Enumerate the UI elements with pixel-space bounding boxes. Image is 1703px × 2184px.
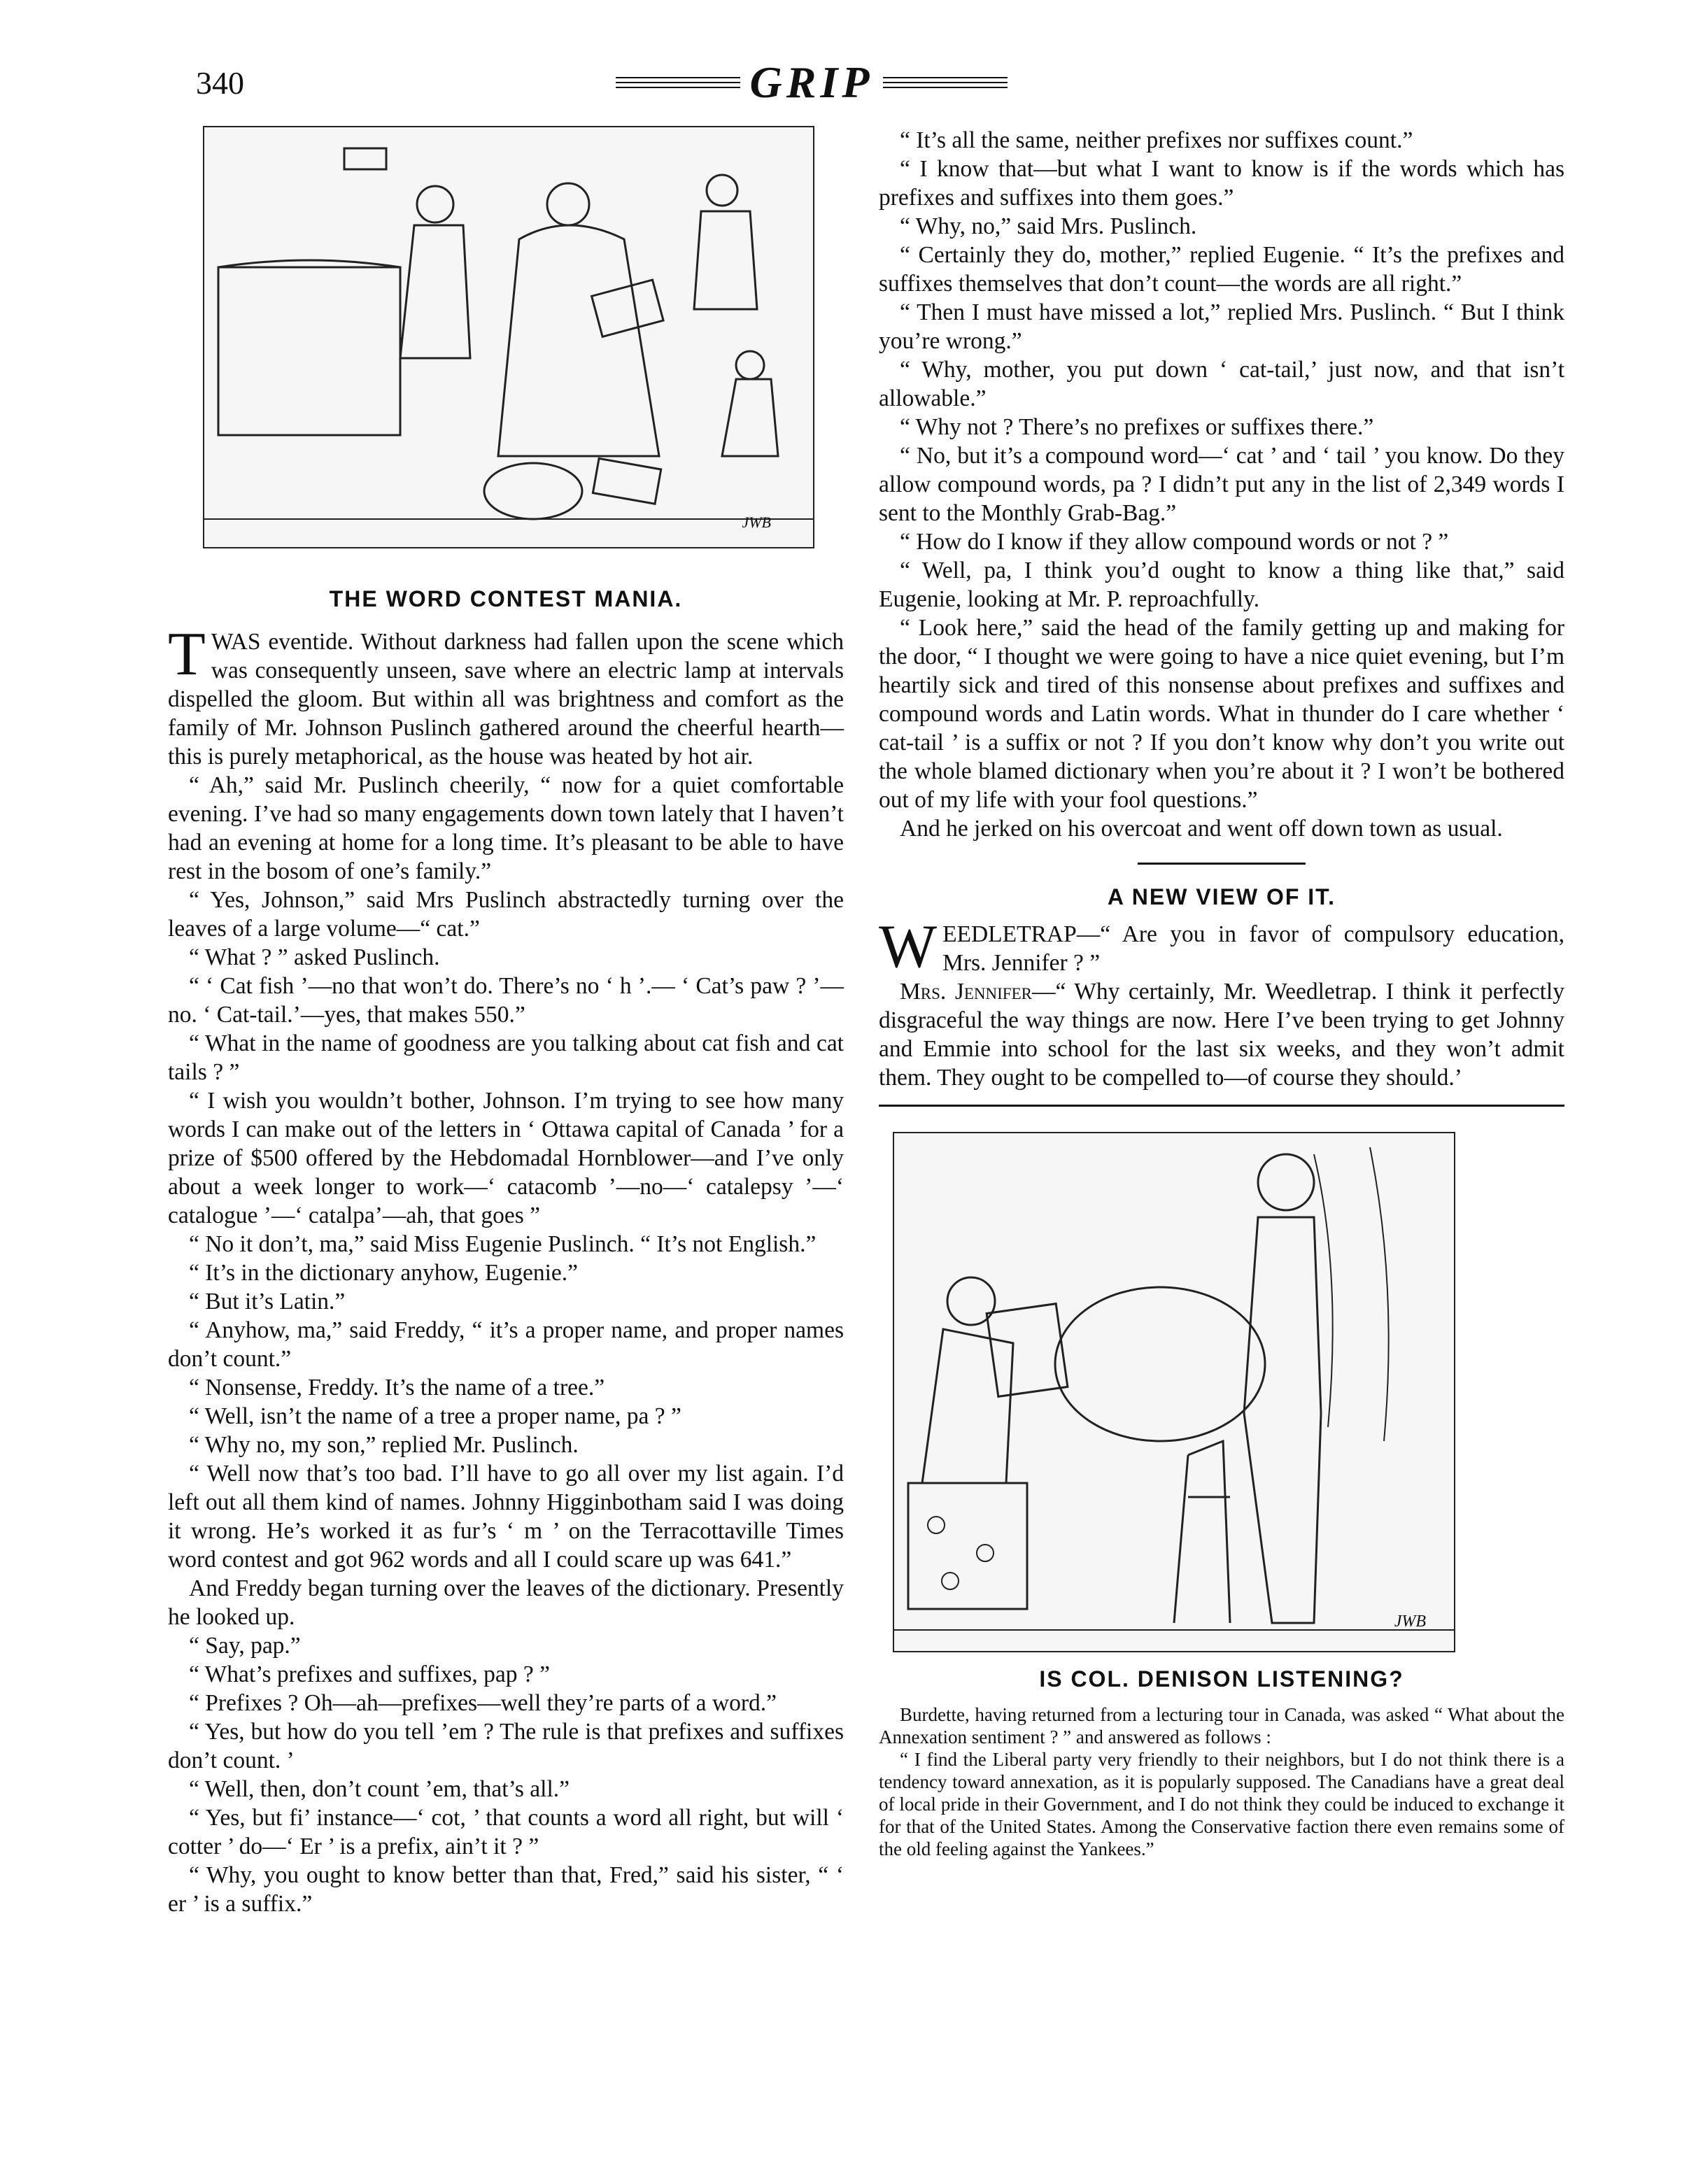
word-contest-body-right — [879, 126, 1564, 843]
masthead — [616, 55, 1008, 111]
paragraph: And Freddy began turning over the leaves of the dictionary. Presently he looked up. — [168, 1575, 844, 1630]
illustration-signature: JWB — [742, 513, 771, 531]
paragraph: “ Yes, Johnson,” said Mrs Puslinch abstractedly turning over the leaves of a large volume—“ cat.” — [168, 887, 844, 942]
word-contest-body-left — [168, 621, 844, 1918]
new-view-body — [879, 913, 1564, 1092]
denison-body — [879, 1703, 1564, 1860]
masthead-title: GRIP — [749, 57, 874, 107]
paragraph: “ Anyhow, ma,” said Freddy, “ it’s a proper name, and proper names don’t count.” — [168, 1317, 844, 1372]
paragraph: “ Yes, but fi’ instance—‘ cot, ’ that counts a word all right, but will ‘ cotter ’ do—‘ Er ’ is a prefix, ain’t it ? ” — [168, 1805, 844, 1859]
section-divider — [879, 1105, 1564, 1107]
paragraph: “ But it’s Latin.” — [189, 1289, 346, 1314]
paragraph: “ What in the name of goodness are you talking about cat fish and cat tails ? ” — [168, 1030, 844, 1085]
right-column — [879, 126, 1564, 1860]
paragraph: “ It’s all the same, neither prefixes nor suffixes count.” — [900, 127, 1413, 153]
paragraph: “ Then I must have missed a lot,” replied Mrs. Puslinch. “ But I think you’re wrong.” — [879, 299, 1564, 354]
paragraph: “ Look here,” said the head of the family getting up and making for the door, “ I thought we were going to have a nice quiet evening, but I’m heartily sick and tired of this nonsense about prefixes and suffixes and compound words and Latin words. What in thunder do I care whether ‘ cat-tail ’ is a suffix or not ? If you don’t know why don’t you write out the whole blamed dictionary when you’re about it ? I won’t be bothered out of my life with your fool questions.” — [879, 615, 1564, 813]
paragraph: “ Well, isn’t the name of a tree a proper name, pa ? ” — [189, 1403, 681, 1429]
family-reading-drawing — [204, 127, 813, 547]
paragraph: “ Why, you ought to know better than that, Fred,” said his sister, “ ‘ er ’ is a suffix.” — [168, 1862, 844, 1917]
paragraph: “ Prefixes ? Oh—ah—prefixes—well they’re parts of a word.” — [189, 1690, 777, 1716]
paragraph: “ It’s in the dictionary anyhow, Eugenie.” — [189, 1260, 578, 1286]
paragraph: Mrs. Jennifer—“ Why certainly, Mr. Weedletrap. I think it perfectly disgraceful the way things are now. Here I’ve been trying to get Johnny and Emmie into school for the last six weeks, and they won’t admit them. They ought to be compelled to—of course they should.’ — [879, 979, 1564, 1091]
paragraph: “ I find the Liberal party very friendly to their neighbors, but I do not think there is a tendency toward annexation, as it is popularly supposed. The Canadians have a great deal of local pride in their Government, and I do not think they could be induced to exchange it for that of the United States. Among the Conservative faction there even remains some of the old feeling against the Yankees.” — [879, 1749, 1564, 1859]
new-view-heading: A NEW VIEW OF IT. — [1107, 884, 1336, 909]
paragraph: “ Well, pa, I think you’d ought to know a thing like that,” said Eugenie, looking at Mr. P. reproachfully. — [879, 558, 1564, 612]
men-newspaper-drawing — [894, 1133, 1454, 1651]
speaker-name: Mrs. Jennifer — [900, 979, 1032, 1005]
paragraph: “ Why, no,” said Mrs. Puslinch. — [900, 213, 1197, 239]
masthead-rule-right — [883, 77, 1008, 88]
left-column — [168, 126, 844, 1918]
paragraph: “ Why no, my son,” replied Mr. Puslinch. — [189, 1432, 579, 1458]
paragraph: “ Yes, but how do you tell ’em ? The rule is that prefixes and suffixes don’t count. ’ — [168, 1719, 844, 1773]
paragraph: “ How do I know if they allow compound words or not ? ” — [900, 529, 1449, 555]
word-contest-heading: THE WORD CONTEST MANIA. — [329, 586, 683, 611]
paragraph: “ Nonsense, Freddy. It’s the name of a tree.” — [189, 1375, 605, 1401]
paragraph: WEEDLETRAP—“ Are you in favor of compulsory education, Mrs. Jennifer ? ” — [879, 913, 1564, 981]
section-divider — [1138, 863, 1306, 865]
paragraph: “ Ah,” said Mr. Puslinch cheerily, “ now for a quiet comfortable evening. I’ve had so many engagements down town lately that I haven’t had an evening at home for a long time. It’s pleasant to be able to have rest in the bosom of one’s family.” — [168, 772, 844, 884]
masthead-rule-left — [616, 77, 740, 88]
paragraph: “ I know that—but what I want to know is if the words which has prefixes and suffixes into them goes.” — [879, 156, 1564, 211]
paragraph: Burdette, having returned from a lecturing tour in Canada, was asked “ What about the Annexation sentiment ? ” and answered as follows : — [879, 1704, 1564, 1747]
drop-cap: T — [168, 621, 206, 688]
page-number: 340 — [196, 65, 244, 101]
paragraph: TWAS eventide. Without darkness had fallen upon the scene which was consequently unseen, save where an electric lamp at intervals dispelled the gloom. But within all was brightness and comfort as the family of Mr. Johnson Puslinch gathered around the cheerful hearth—this is purely metaphorical, as the house was heated by hot air. — [168, 621, 844, 770]
paragraph: “ Say, pap.” — [189, 1633, 301, 1659]
denison-heading: IS COL. DENISON LISTENING? — [1039, 1666, 1404, 1692]
paragraph: “ Well, then, don’t count ’em, that’s all.” — [189, 1776, 570, 1802]
denison-illustration — [893, 1132, 1455, 1652]
paragraph: “ What ? ” asked Puslinch. — [189, 944, 440, 970]
paragraph: And he jerked on his overcoat and went off down town as usual. — [900, 816, 1503, 842]
illustration-signature: JWB — [1394, 1612, 1426, 1631]
paragraph: “ I wish you wouldn’t bother, Johnson. I’m trying to see how many words I can make out of the letters in ‘ Ottawa capital of Canada ’ for a prize of $500 offered by the Hebdomadal Hornblower—and I’ve only about a week longer to work—‘ catacomb ’—no—‘ catalepsy ’—‘ catalogue ’—‘ catalpa’—ah, that goes ” — [168, 1088, 844, 1228]
paragraph: “ What’s prefixes and suffixes, pap ? ” — [189, 1661, 550, 1687]
word-contest-illustration — [203, 126, 814, 548]
drop-cap: W — [879, 913, 938, 981]
paragraph: “ No it don’t, ma,” said Miss Eugenie Puslinch. “ It’s not English.” — [189, 1231, 817, 1257]
paragraph: “ No, but it’s a compound word—‘ cat ’ and ‘ tail ’ you know. Do they allow compound words, pa ? I didn’t put any in the list of 2,349 words I sent to the Monthly Grab-Bag.” — [879, 443, 1564, 526]
paragraph: “ ‘ Cat fish ’—no that won’t do. There’s no ‘ h ’.— ‘ Cat’s paw ? ’—no. ‘ Cat-tail.’—yes, that makes 550.” — [168, 973, 844, 1028]
paragraph: “ Well now that’s too bad. I’ll have to go all over my list again. I’d left out all them kind of names. Johnny Higginbotham said I was doing it wrong. He’s worked it as fur’s ‘ m ’ on the Terracottaville Times word contest and got 962 words and all I could scare up was 641.” — [168, 1461, 844, 1573]
paragraph: “ Why, mother, you put down ‘ cat-tail,’ just now, and that isn’t allowable.” — [879, 357, 1564, 411]
paragraph: “ Certainly they do, mother,” replied Eugenie. “ It’s the prefixes and suffixes themselves that don’t count—the words are all right.” — [879, 242, 1564, 297]
paragraph: “ Why not ? There’s no prefixes or suffixes there.” — [900, 414, 1374, 440]
